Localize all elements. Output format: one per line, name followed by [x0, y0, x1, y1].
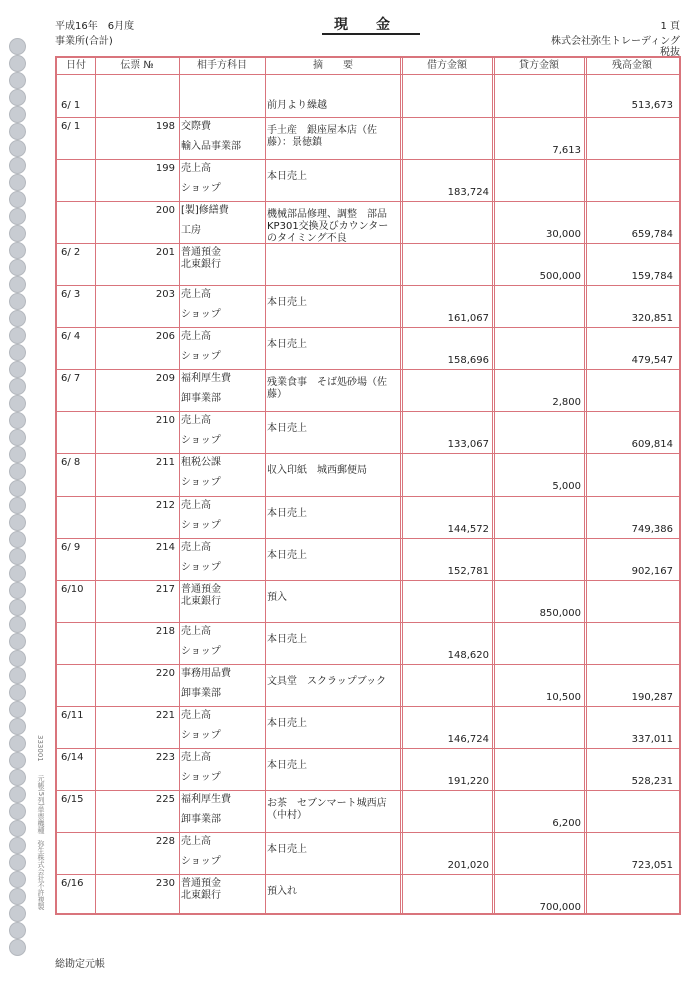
row-summary: お茶 セブンマート城西店	[267, 797, 387, 809]
perforation-hole	[9, 327, 26, 344]
row-summary: 収入印紙 城西郵便局	[267, 465, 367, 477]
row-department: ショップ	[181, 645, 221, 657]
row-summary-cont: のタイミング不良	[267, 233, 347, 245]
row-account: 売上高	[181, 751, 211, 763]
row-balance-amount: 513,673	[631, 100, 673, 111]
perforation-hole	[9, 565, 26, 582]
perforation-hole	[9, 412, 26, 429]
perforation-hole	[9, 361, 26, 378]
perforation-hole	[9, 463, 26, 480]
perforation-hole	[9, 293, 26, 310]
row-date: 6/ 3	[61, 289, 81, 301]
row-account: 売上高	[181, 625, 211, 637]
perforation-hole	[9, 582, 26, 599]
perforation-hole	[9, 803, 26, 820]
form-code: 333001	[36, 735, 44, 762]
row-date: 6/ 8	[61, 457, 81, 469]
perforation-hole	[9, 55, 26, 72]
perforation-hole	[9, 225, 26, 242]
row-account: 普通預金	[181, 877, 221, 889]
row-account: 売上高	[181, 163, 211, 175]
row-debit-amount: 133,067	[447, 439, 489, 451]
row-date: 6/15	[61, 793, 84, 805]
row-account-sub: 北東銀行	[181, 595, 221, 607]
perforation-hole	[9, 395, 26, 412]
perforation-hole	[9, 446, 26, 463]
row-credit-amount: 700,000	[539, 901, 581, 913]
row-summary: 本日売上	[267, 759, 307, 771]
row-slip-number: 203	[155, 289, 175, 301]
row-summary: 本日売上	[267, 549, 307, 561]
perforation-hole	[9, 633, 26, 650]
perforation-hole	[9, 769, 26, 786]
perforation-hole	[9, 650, 26, 667]
row-credit-amount: 850,000	[539, 607, 581, 619]
row-department: ショップ	[181, 351, 221, 363]
row-account: 売上高	[181, 415, 211, 427]
row-account: 売上高	[181, 499, 211, 511]
perforation-hole	[9, 378, 26, 395]
row-summary: 預入	[267, 591, 287, 603]
row-balance-amount: 749,386	[631, 523, 673, 535]
row-balance-amount: 479,547	[631, 355, 673, 367]
perforation-hole	[9, 310, 26, 327]
row-debit-amount: 161,067	[447, 313, 489, 325]
row-balance-amount: 902,167	[631, 565, 673, 577]
row-credit-amount: 500,000	[539, 271, 581, 283]
col-account: 相手方科目	[197, 60, 247, 71]
perforation-hole	[9, 871, 26, 888]
row-account: 事務用品費	[181, 667, 231, 679]
row-summary: 預入れ	[267, 885, 297, 897]
row-balance-amount: 159,784	[631, 271, 673, 283]
row-account: 普通預金	[181, 583, 221, 595]
row-date: 6/ 4	[61, 331, 81, 343]
row-summary: 本日売上	[267, 507, 307, 519]
row-summary: 本日売上	[267, 717, 307, 729]
col-balance: 残高金額	[612, 60, 652, 71]
row-slip-number: 209	[155, 373, 175, 385]
perforation-hole	[9, 905, 26, 922]
row-credit-amount: 7,613	[552, 145, 581, 157]
row-account-sub: 北東銀行	[181, 259, 221, 271]
row-debit-amount: 146,724	[447, 733, 489, 745]
row-account: 売上高	[181, 835, 211, 847]
row-slip-number: 206	[155, 331, 175, 343]
row-summary-cont: 藤）：景徳鎮	[267, 137, 322, 149]
row-department: ショップ	[181, 729, 221, 741]
row-slip-number: 199	[155, 163, 175, 175]
company-name: 株式会社弥生トレーディング	[551, 36, 680, 47]
row-debit-amount: 152,781	[447, 565, 489, 577]
perforation-hole	[9, 531, 26, 548]
row-debit-amount: 144,572	[447, 523, 489, 535]
tax-mode: 税抜	[660, 47, 680, 58]
perforation-hole	[9, 38, 26, 55]
row-slip-number: 217	[155, 583, 175, 595]
row-account: [製]修繕費	[181, 205, 229, 217]
row-summary: 本日売上	[267, 297, 307, 309]
row-credit-amount: 6,200	[552, 817, 581, 829]
row-debit-amount: 158,696	[447, 355, 489, 367]
row-department: ショップ	[181, 477, 221, 489]
row-department: ショップ	[181, 519, 221, 531]
row-slip-number: 223	[155, 751, 175, 763]
row-department: ショップ	[181, 771, 221, 783]
row-debit-amount: 191,220	[447, 775, 489, 787]
row-summary: 本日売上	[267, 633, 307, 645]
row-summary-cont: KP301交換及びカウンター	[267, 221, 389, 233]
row-account: 売上高	[181, 541, 211, 553]
row-summary: 本日売上	[267, 843, 307, 855]
form-copyright: 不許複製	[37, 882, 45, 910]
perforation-hole	[9, 259, 26, 276]
row-date: 6/11	[61, 709, 84, 721]
row-slip-number: 198	[155, 121, 175, 133]
perforation-hole	[9, 89, 26, 106]
row-credit-amount: 2,800	[552, 397, 581, 409]
row-debit-amount: 148,620	[447, 649, 489, 661]
perforation-hole	[9, 344, 26, 361]
perforation-hole	[9, 667, 26, 684]
period-label: 平成16年 6月度	[55, 21, 135, 32]
col-slip: 伝票 №	[120, 60, 154, 71]
row-summary: 機械部品修理、調整 部品	[267, 209, 387, 221]
perforation-hole	[9, 191, 26, 208]
form-type: 元帳(5列)単票機種	[37, 775, 45, 834]
ledger-table	[55, 56, 681, 915]
perforation-hole	[9, 701, 26, 718]
row-summary: 手土産 銀座屋本店（佐	[267, 125, 377, 137]
row-debit-amount: 183,724	[447, 187, 489, 199]
row-credit-amount: 5,000	[552, 481, 581, 493]
perforation-hole	[9, 820, 26, 837]
row-account: 売上高	[181, 289, 211, 301]
perforation-hole	[9, 174, 26, 191]
perforation-hole	[9, 276, 26, 293]
perforation-hole	[9, 735, 26, 752]
perforation-hole	[9, 752, 26, 769]
row-summary-cont: 藤）	[267, 389, 287, 401]
row-account: 売上高	[181, 331, 211, 343]
row-credit-amount: 30,000	[546, 229, 581, 241]
row-department: ショップ	[181, 183, 221, 195]
row-date: 6/10	[61, 583, 84, 595]
row-summary-cont: （中村）	[267, 809, 307, 821]
row-slip-number: 214	[155, 541, 175, 553]
col-summary: 摘 要	[313, 60, 353, 71]
row-department: ショップ	[181, 435, 221, 447]
row-summary: 文具堂 スクラップブック	[267, 675, 387, 687]
row-date: 6/ 7	[61, 373, 81, 385]
perforation-hole	[9, 922, 26, 939]
perforation-hole	[9, 480, 26, 497]
row-account: 福利厚生費	[181, 793, 231, 805]
perforation-hole	[9, 497, 26, 514]
row-slip-number: 212	[155, 499, 175, 511]
row-date: 6/14	[61, 751, 84, 763]
col-date: 日付	[66, 60, 86, 71]
row-date: 6/16	[61, 877, 84, 889]
perforation-hole	[9, 72, 26, 89]
row-department: ショップ	[181, 561, 221, 573]
perforation-hole	[9, 854, 26, 871]
perforation-hole	[9, 208, 26, 225]
row-account: 租税公課	[181, 457, 221, 469]
office-label: 事業所(合計)	[55, 36, 113, 47]
row-department: 卸事業部	[181, 687, 221, 699]
page-number: 1 頁	[660, 21, 680, 32]
row-account: 売上高	[181, 709, 211, 721]
row-department: ショップ	[181, 309, 221, 321]
row-slip-number: 221	[155, 709, 175, 721]
row-credit-amount: 10,500	[546, 691, 581, 703]
row-department: 卸事業部	[181, 393, 221, 405]
perforation-hole	[9, 888, 26, 905]
row-balance-amount: 609,814	[631, 439, 673, 451]
row-account: 福利厚生費	[181, 373, 231, 385]
row-slip-number: 228	[155, 835, 175, 847]
perforation-hole	[9, 548, 26, 565]
row-balance-amount: 320,851	[631, 313, 673, 325]
row-slip-number: 201	[155, 247, 175, 259]
ledger-name: 総勘定元帳	[55, 959, 105, 970]
perforation-hole	[9, 123, 26, 140]
row-slip-number: 200	[155, 205, 175, 217]
row-slip-number: 220	[155, 667, 175, 679]
row-slip-number: 210	[155, 415, 175, 427]
perforation-hole	[9, 429, 26, 446]
row-balance-amount: 528,231	[631, 775, 673, 787]
row-debit-amount: 201,020	[447, 859, 489, 871]
col-debit: 借方金額	[427, 60, 467, 71]
row-slip-number: 211	[155, 457, 175, 469]
perforation-hole	[9, 837, 26, 854]
row-department: 輸入品事業部	[181, 141, 241, 153]
perforation-hole	[9, 718, 26, 735]
row-summary: 前月より繰越	[267, 100, 327, 111]
row-department: 工房	[181, 225, 201, 237]
row-summary: 残業食事 そば処砂場（佐	[267, 377, 387, 389]
row-summary: 本日売上	[267, 423, 307, 435]
row-date: 6/ 2	[61, 247, 81, 259]
perforation-hole	[9, 616, 26, 633]
row-balance-amount: 723,051	[631, 859, 673, 871]
row-date: 6/ 9	[61, 541, 81, 553]
row-slip-number: 225	[155, 793, 175, 805]
perforation-hole	[9, 140, 26, 157]
row-account: 交際費	[181, 121, 211, 133]
col-credit: 貸方金額	[519, 60, 559, 71]
row-department: ショップ	[181, 855, 221, 867]
row-account: 普通預金	[181, 247, 221, 259]
perforation-hole	[9, 939, 26, 956]
perforation-hole	[9, 242, 26, 259]
row-balance-amount: 659,784	[631, 229, 673, 241]
perforation-hole	[9, 157, 26, 174]
perforation-hole	[9, 514, 26, 531]
perforation-hole	[9, 106, 26, 123]
perforation-hole	[9, 599, 26, 616]
form-maker: 弥生株式会社	[37, 840, 45, 882]
row-summary: 本日売上	[267, 171, 307, 183]
row-account-sub: 北東銀行	[181, 889, 221, 901]
page-title: 現金	[322, 17, 420, 35]
row-date: 6/ 1	[61, 100, 81, 111]
row-balance-amount: 337,011	[631, 733, 673, 745]
row-date: 6/ 1	[61, 121, 81, 133]
row-slip-number: 218	[155, 625, 175, 637]
perforation-hole	[9, 684, 26, 701]
perforation-hole	[9, 786, 26, 803]
row-balance-amount: 190,287	[631, 691, 673, 703]
row-summary: 本日売上	[267, 339, 307, 351]
row-department: 卸事業部	[181, 813, 221, 825]
row-slip-number: 230	[155, 877, 175, 889]
